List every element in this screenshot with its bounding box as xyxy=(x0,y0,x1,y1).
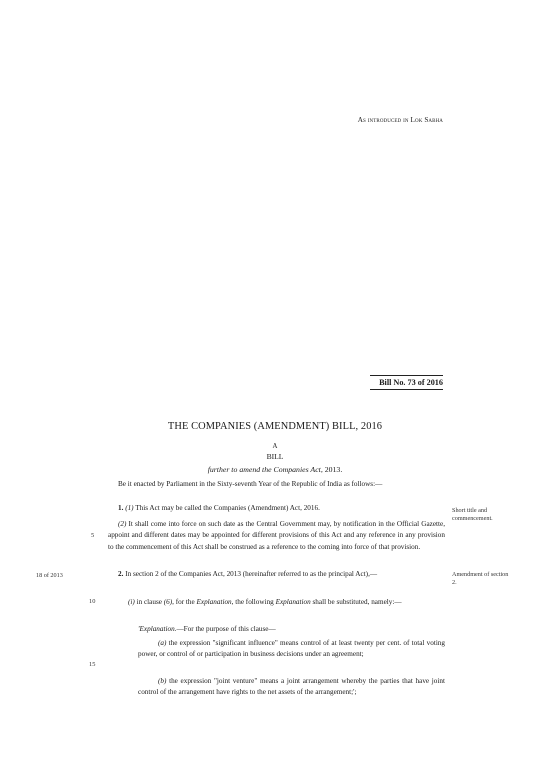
s1-sub1-num: (1) xyxy=(125,504,134,512)
section-1-sub-1 xyxy=(108,503,445,514)
left-reference-act: 18 of 2013 xyxy=(36,572,63,579)
explanation-clause-a: (a) the expression "significant influence" means control of at least twenty per cent. of total voting power, or control of or participation in business decisions under an agreement; xyxy=(138,639,445,659)
clause-i: (i) in clause (6), for the Explanation, the following Explanation shall be substituted, namely:— xyxy=(128,598,402,606)
introduced-label: As introduced in Lok Sabha xyxy=(357,116,443,124)
s1-sub2-text: It shall come into force on such date as the Central Government may, by notification in the Official Gazette, appoint and different dates may be appointed for different provisions of this Act and any reference in any provision to the commencement of this Act shall be construed as a reference to the coming into force of that provision. xyxy=(108,520,445,551)
section-1-sub-2 xyxy=(108,519,445,553)
s2-text: In section 2 of the Companies Act, 2013 (hereinafter referred to as the principal Act),— xyxy=(123,570,378,578)
section-2-number: 2. xyxy=(118,570,124,578)
bill-number: Bill No. 73 of 2016 xyxy=(379,378,443,387)
line-number-5: 5 xyxy=(91,532,95,539)
section-2-intro xyxy=(108,569,445,580)
s1-sub2-num: (2) xyxy=(118,520,127,528)
bill-number-rule-bottom xyxy=(370,389,443,390)
side-note-short-title: Short title and commencement. xyxy=(452,507,493,522)
bill-number-rule-top xyxy=(370,375,443,376)
long-title-italic: further to amend the Companies Act, xyxy=(207,465,323,474)
enacting-formula: Be it enacted by Parliament in the Sixty-seventh Year of the Republic of India as follows:— xyxy=(118,480,383,488)
long-title-year: 2013. xyxy=(322,465,343,474)
long-title xyxy=(0,465,550,474)
bill-title: THE COMPANIES (AMENDMENT) BILL, 2016 xyxy=(167,421,383,432)
section-1-number: 1. xyxy=(118,504,124,512)
explanation-heading: 'Explanation.—For the purpose of this clause— xyxy=(138,625,276,633)
line-number-10: 10 xyxy=(89,598,96,605)
s1-sub1-text: This Act may be called the Companies (Amendment) Act, 2016. xyxy=(133,504,320,512)
side-note-amendment: Amendment of section 2. xyxy=(452,571,509,586)
line-number-15: 15 xyxy=(89,661,96,668)
bill-label: BILL xyxy=(266,452,284,461)
explanation-clause-b: (b) the expression "joint venture" means a joint arrangement whereby the parties that have joint control of the arrangement have rights to the net assets of the arrangement;'; xyxy=(138,677,445,697)
article-a: A xyxy=(272,443,278,450)
